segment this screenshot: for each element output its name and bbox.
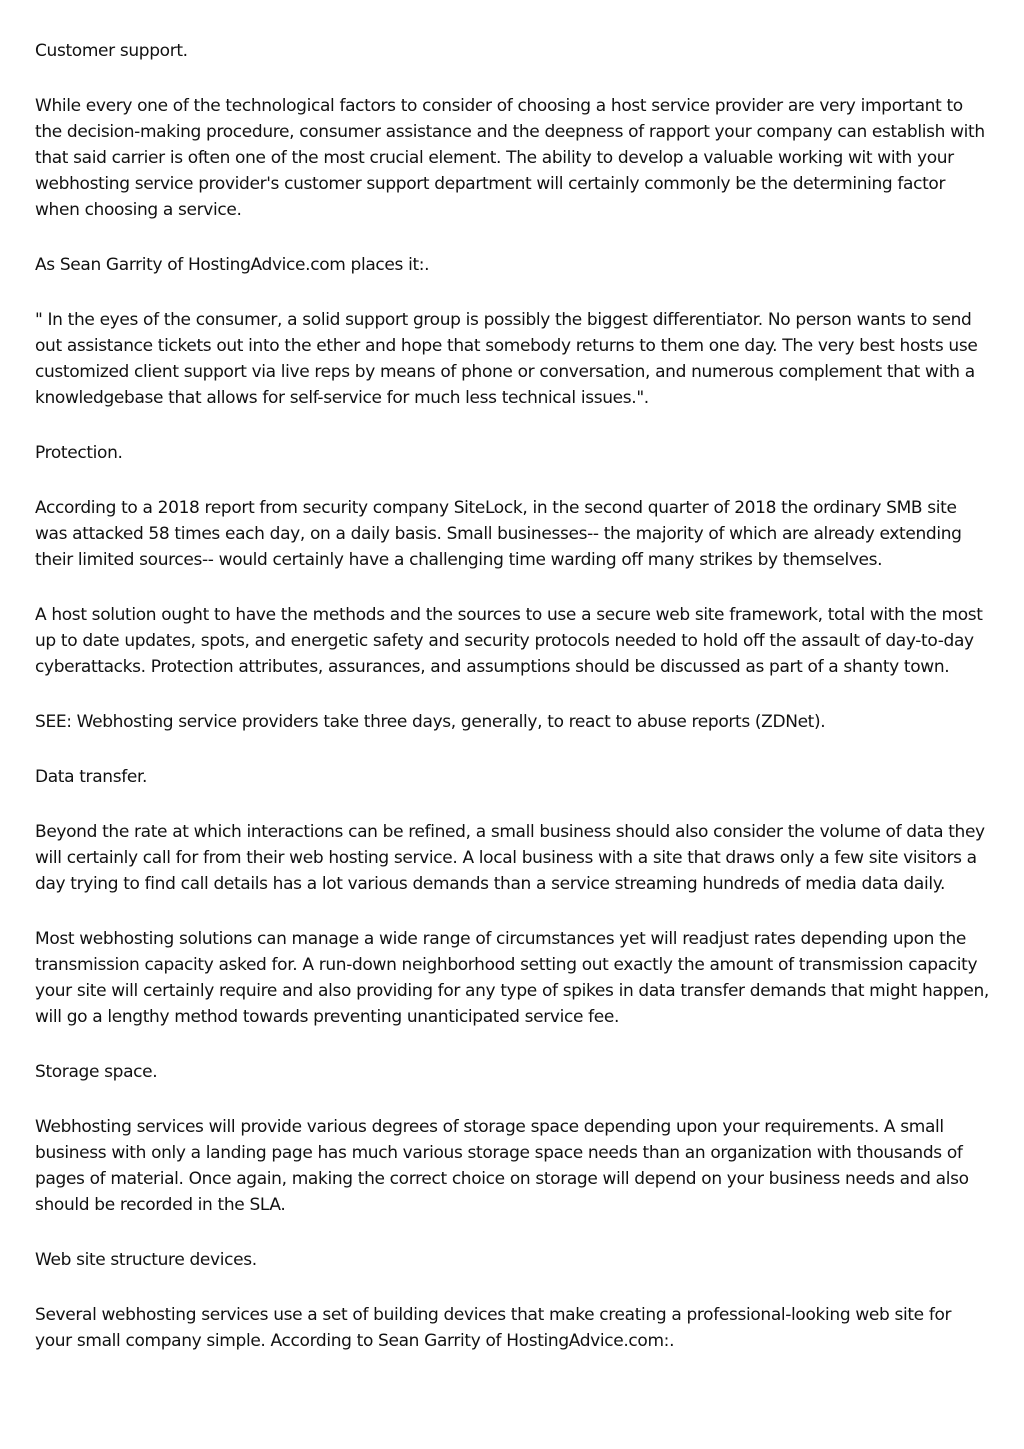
paragraph-sitelock-report: According to a 2018 report from security company SiteLock, in the second quarter of 2018 the ordinary SMB site was attacked 58 times each day, on a daily basis. Small businesses-- the majority of which are already extending their limited sources-- would certainly have a challenging time warding off many strikes by themselves. (35, 498, 962, 570)
heading-protection: Protection. (35, 443, 123, 463)
heading-site-builder: Web site structure devices. (35, 1250, 257, 1270)
heading-storage-space: Storage space. (35, 1062, 158, 1082)
paragraph-host-security: A host solution ought to have the methods and the sources to use a secure web site framework, total with the most up to date updates, spots, and energetic safety and security protocols needed to hold off the assault of day-to-day cyberattacks. Protection attributes, assurances, and assumptions should be discussed as part of a shanty town. (35, 605, 983, 677)
paragraph-customer-support: While every one of the technological factors to consider of choosing a host service provider are very important to the decision-making procedure, consumer assistance and the deepness of rapport your company can establish with that said carrier is often one of the most crucial element. The ability to develop a valuable working wit with your webhosting service provider's customer support department will certainly commonly be the determining factor when choosing a service. (35, 96, 985, 220)
paragraph-data-volume: Beyond the rate at which interactions can be refined, a small business should also consider the volume of data they will certainly call for from their web hosting service. A local business with a site that draws only a few site visitors a day trying to find call details has a lot various demands than a service streaming hundreds of media data daily. (35, 822, 985, 894)
paragraph-bandwidth-rates: Most webhosting solutions can manage a wide range of circumstances yet will readjust rates depending upon the transmission capacity asked for. A run-down neighborhood setting out exactly the amount of transmission capacity your site will certainly require and also providing for any type of spikes in data transfer demands that might happen, will go a lengthy method towards preventing unanticipated service fee. (35, 929, 989, 1027)
paragraph-see-zdnet: SEE: Webhosting service providers take three days, generally, to react to abuse reports (ZDNet). (35, 712, 826, 732)
paragraph-site-builder: Several webhosting services use a set of building devices that make creating a professional-looking web site for your small company simple. According to Sean Garrity of HostingAdvice.com:. (35, 1305, 952, 1351)
heading-data-transfer: Data transfer. (35, 767, 148, 787)
heading-customer-support: Customer support. (35, 41, 188, 61)
paragraph-storage-needs: Webhosting services will provide various degrees of storage space depending upon your requirements. A small business with only a landing page has much various storage space needs than an organization with thousands of pages of material. Once again, making the correct choice on storage will depend on your business needs and also should be recorded in the SLA. (35, 1117, 969, 1215)
paragraph-garrity-intro: As Sean Garrity of HostingAdvice.com places it:. (35, 255, 430, 275)
quote-garrity-support: " In the eyes of the consumer, a solid support group is possibly the biggest differentiator. No person wants to send out assistance tickets out into the ether and hope that somebody returns to them one day. The very best hosts use customized client support via live reps by means of phone or conversation, and numerous complement that with a knowledgebase that allows for self-service for much less technical issues.". (35, 310, 978, 408)
